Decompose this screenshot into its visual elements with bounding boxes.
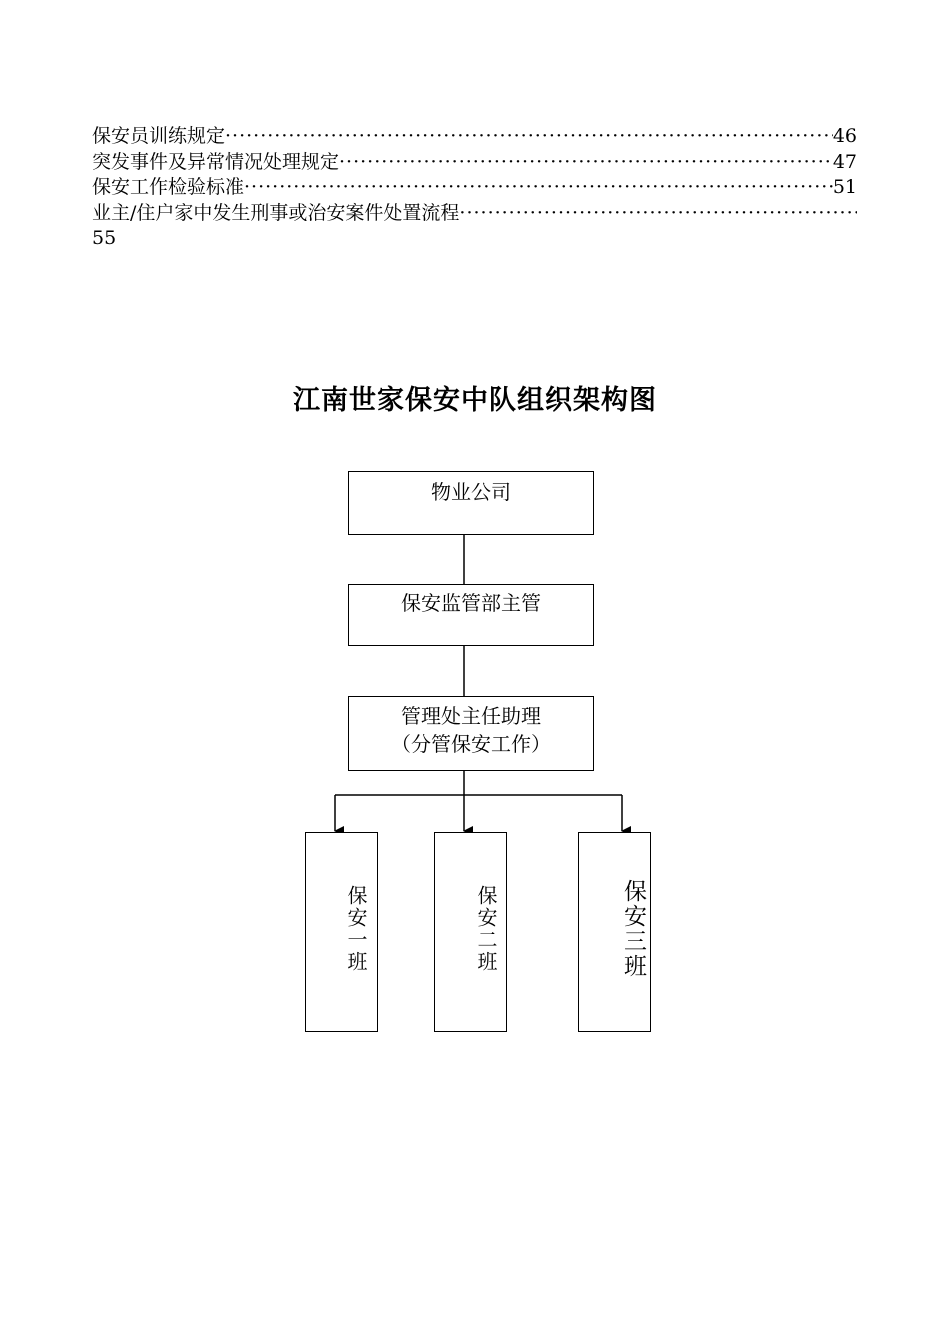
- toc-entry-title: 保安员训练规定: [92, 125, 226, 147]
- org-chart-title: 江南世家保安中队组织架构图: [293, 385, 657, 416]
- node-property-company[interactable]: [348, 471, 594, 535]
- toc-entry-title: 保安工作检验标准: [92, 176, 245, 198]
- toc-entry-title: 业主/住户家中发生刑事或治安案件处置流程: [92, 201, 460, 224]
- node-label: 保安二班: [474, 885, 498, 973]
- node-security-supervisor[interactable]: [348, 584, 594, 646]
- node-team-3[interactable]: [578, 832, 651, 1032]
- node-team-1[interactable]: [305, 832, 378, 1032]
- node-label: 保安监管部主管: [401, 591, 541, 615]
- node-label: 保安一班: [344, 885, 368, 973]
- toc-entry-page: 47: [832, 150, 857, 173]
- toc-entry-page: 55: [92, 227, 117, 249]
- node-label: 保安三班: [620, 879, 646, 979]
- node-label: 物业公司: [431, 480, 511, 504]
- toc-entry-title: 突发事件及异常情况处理规定: [92, 150, 340, 173]
- toc-entry-page: 51: [832, 176, 857, 198]
- node-manager-assistant[interactable]: [348, 696, 594, 771]
- node-sublabel: （分管保安工作）: [391, 732, 551, 756]
- node-label: 管理处主任助理: [401, 704, 541, 728]
- node-team-2[interactable]: [434, 832, 507, 1032]
- toc-entry-page: 46: [832, 125, 857, 147]
